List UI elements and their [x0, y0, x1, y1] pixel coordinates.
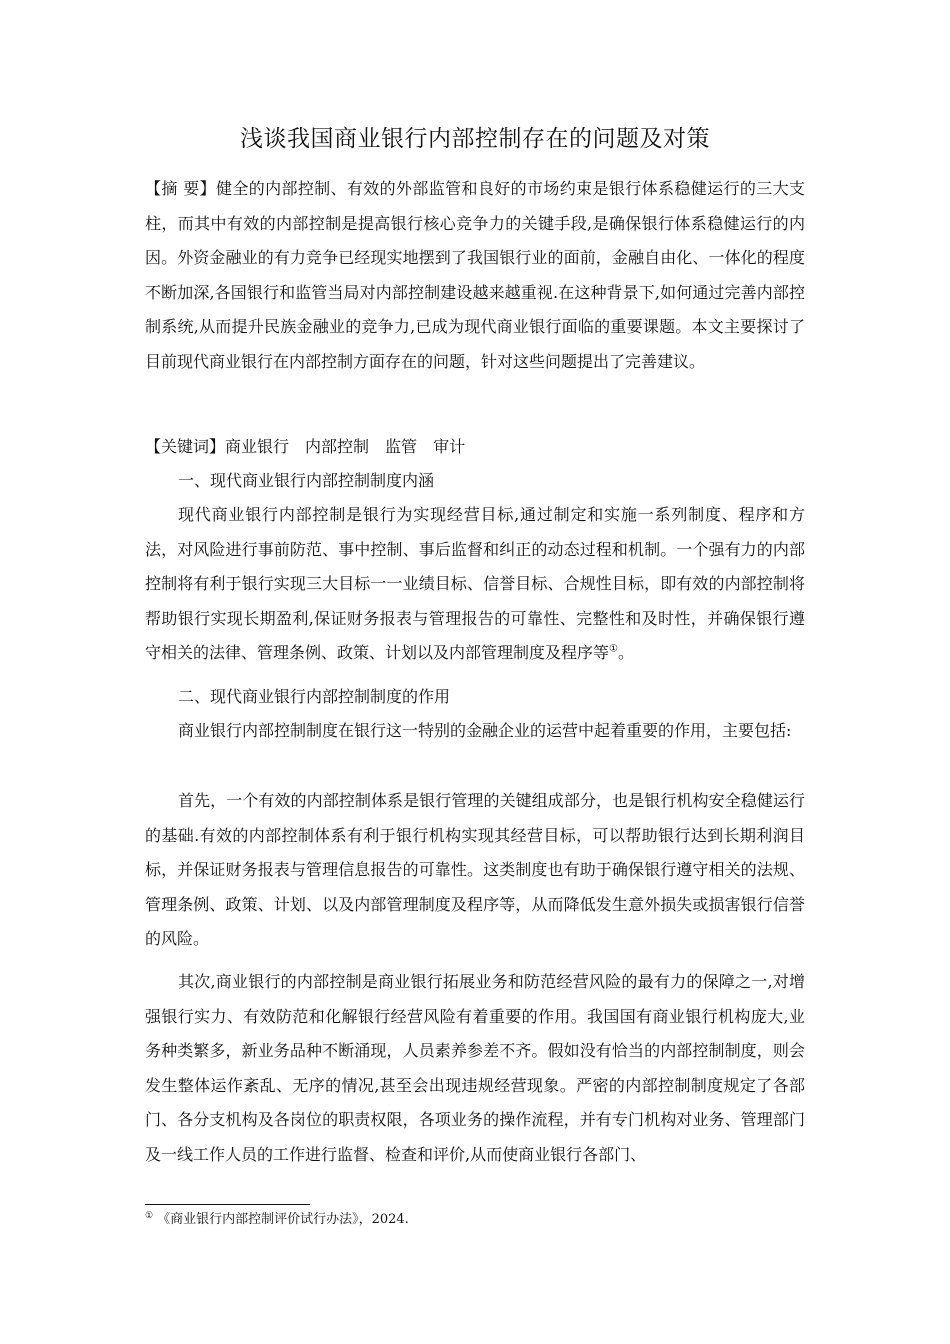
- footnote-number: ①: [145, 1210, 154, 1221]
- footnote: [145, 1210, 409, 1230]
- abstract: [145, 172, 805, 379]
- section-1-text-end: 。: [617, 643, 634, 662]
- page-title: 浅谈我国商业银行内部控制存在的问题及对策: [240, 126, 710, 152]
- section-2-first-paragraph: 首先，一个有效的内部控制体系是银行管理的关键组成部分，也是银行机构安全稳健运行的基础.有效的内部控制体系有利于银行机构实现其经营目标，可以帮助银行达到长期利润目标，并保证财务报表与管理信息报告的可靠性。这类制度也有助于确保银行遵守相关的法规、管理条例、政策、计划、以及内部管理制度及程序等，从而降低发生意外损失或损害银行信誉的风险。: [145, 791, 805, 948]
- section-heading-1: 一、现代商业银行内部控制制度内涵: [178, 471, 435, 490]
- keywords: [145, 430, 805, 465]
- section-1-paragraph: [145, 498, 805, 671]
- abstract-text: 健全的内部控制、有效的外部监管和良好的市场约束是银行体系稳健运行的三大支柱，而其中有效的内部控制是提高银行核心竞争力的关键手段,是确保银行体系稳健运行的内因。外资金融业的有力竞争已经现实地摆到了我国银行业的面前，金融自由化、一体化的程度不断加深,各国银行和监管当局对内部控制建设越来越重视.在这种背景下,如何通过完善内部控制系统,从而提升民族金融业的竞争力,已成为现代商业银行面临的重要课题。本文主要探讨了目前现代商业银行在内部控制方面存在的问题，针对这些问题提出了完善建议。: [145, 179, 805, 371]
- keywords-label: 【关键词】: [145, 437, 226, 456]
- section-heading-2: 二、现代商业银行内部控制制度的作用: [178, 687, 451, 706]
- section-2-second-paragraph: 其次,商业银行的内部控制是商业银行拓展业务和防范经营风险的最有力的保障之一,对增强银行实力、有效防范和化解银行经营风险有着重要的作用。我国国有商业银行机构庞大,业务种类繁多，新业务品种不断涌现，人员素养参差不齐。假如没有恰当的内部控制制度，则会发生整体运作紊乱、无序的情况,甚至会出现违规经营现象。严密的内部控制制度规定了各部门、各分支机构及各岗位的职责权限，各项业务的操作流程，并有专门机构对业务、管理部门及一线工作人员的工作进行监督、检查和评价,从而使商业银行各部门、: [145, 972, 805, 1164]
- section-1-text: 现代商业银行内部控制是银行为实现经营目标,通过制定和实施一系列制度、程序和方法，对风险进行事前防范、事中控制、事后监督和纠正的动态过程和机制。一个强有力的内部控制将有利于银行实现三大目标一一业绩目标、信誉目标、合规性目标，即有效的内部控制将帮助银行实现长期盈利,保证财务报表与管理报告的可靠性、完整性和及时性，并确保银行遵守相关的法律、管理条例、政策、计划以及内部管理制度及程序等: [145, 505, 805, 662]
- section-2-intro: 商业银行内部控制制度在银行这一特别的金融企业的运营中起着重要的作用，主要包括:: [178, 721, 792, 740]
- keyword-item: 审计: [433, 437, 466, 456]
- abstract-label: 【摘 要】: [145, 179, 216, 198]
- document-page: [145, 0, 805, 1344]
- footnote-divider: [145, 1204, 310, 1205]
- footnote-reference[interactable]: ①: [609, 643, 618, 655]
- footnote-text: 《商业银行内部控制评价试行办法》，2024.: [157, 1212, 409, 1227]
- keyword-item: 监管: [385, 437, 418, 456]
- keyword-item: 内部控制: [305, 437, 370, 456]
- keyword-item: 商业银行: [225, 437, 290, 456]
